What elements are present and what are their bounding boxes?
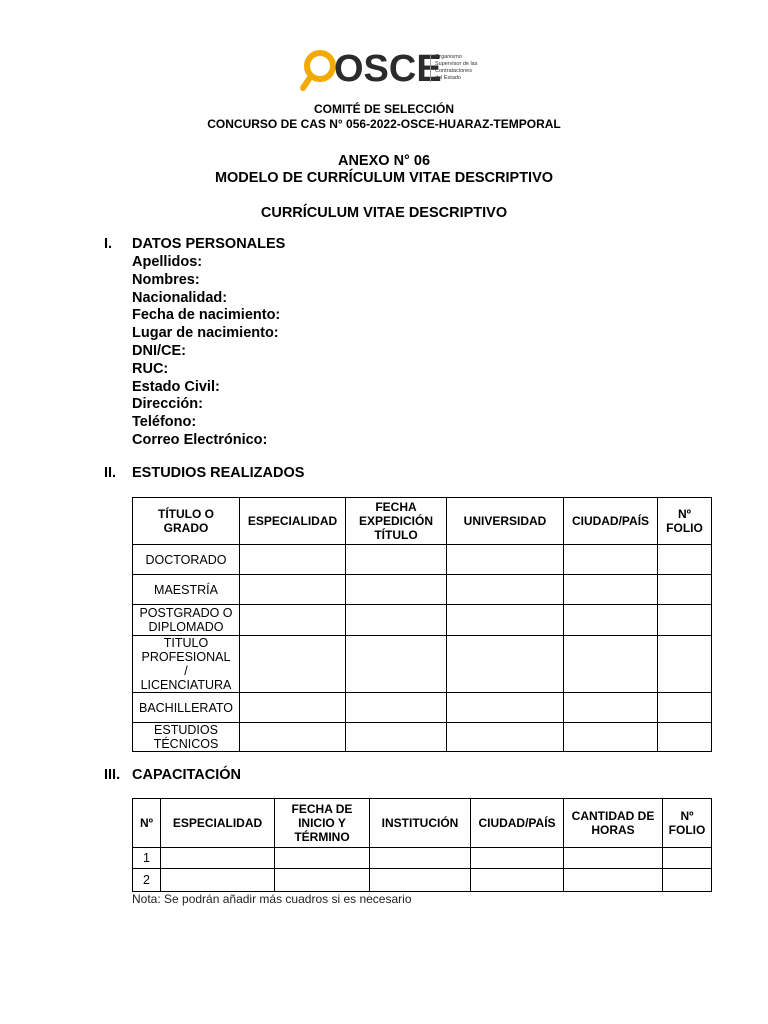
training-header-cell: FECHA DE INICIO Y TÉRMINO bbox=[275, 799, 370, 848]
studies-input-cell[interactable] bbox=[447, 605, 564, 636]
studies-table bbox=[132, 497, 712, 752]
studies-input-cell[interactable] bbox=[564, 545, 658, 575]
studies-header-cell: ESPECIALIDAD bbox=[240, 498, 346, 545]
studies-input-cell[interactable] bbox=[346, 605, 447, 636]
studies-input-cell[interactable] bbox=[564, 723, 658, 752]
personal-field-label: Apellidos: bbox=[132, 254, 203, 270]
personal-field-label: Lugar de nacimiento: bbox=[132, 325, 279, 342]
training-input-cell[interactable] bbox=[471, 848, 564, 869]
personal-field-label: Nacionalidad: bbox=[132, 289, 228, 306]
training-input-cell[interactable] bbox=[471, 869, 564, 892]
studies-input-cell[interactable] bbox=[564, 605, 658, 636]
studies-input-cell[interactable] bbox=[346, 575, 447, 605]
training-input-cell[interactable] bbox=[370, 869, 471, 892]
osce-logo bbox=[300, 46, 500, 104]
studies-input-cell[interactable] bbox=[447, 636, 564, 693]
studies-header-cell: FECHA EXPEDICIÓN TÍTULO bbox=[346, 498, 447, 545]
studies-input-cell[interactable] bbox=[658, 545, 712, 575]
cv-subtitle: CURRÍCULUM VITAE DESCRIPTIVO bbox=[260, 205, 508, 221]
training-header-cell: CANTIDAD DE HORAS bbox=[564, 799, 663, 848]
logo-wordmark: OSCE bbox=[334, 48, 442, 90]
studies-input-cell[interactable] bbox=[658, 575, 712, 605]
studies-input-cell[interactable] bbox=[658, 723, 712, 752]
table-row bbox=[133, 848, 712, 869]
table-row bbox=[133, 636, 712, 693]
studies-input-cell[interactable] bbox=[564, 575, 658, 605]
studies-input-cell[interactable] bbox=[447, 575, 564, 605]
studies-input-cell[interactable] bbox=[346, 636, 447, 693]
training-input-cell[interactable] bbox=[564, 848, 663, 869]
studies-input-cell[interactable] bbox=[346, 545, 447, 575]
studies-header-row bbox=[133, 498, 712, 545]
studies-input-cell[interactable] bbox=[240, 693, 346, 723]
table-row bbox=[133, 545, 712, 575]
training-header-row bbox=[133, 799, 712, 848]
personal-field-label: Dirección: bbox=[132, 396, 203, 413]
training-input-cell[interactable] bbox=[370, 848, 471, 869]
training-header-cell: Nº bbox=[133, 799, 161, 848]
personal-field-label: Nombres: bbox=[132, 271, 200, 288]
studies-input-cell[interactable] bbox=[240, 723, 346, 752]
studies-header-cell: TÍTULO O GRADO bbox=[133, 498, 240, 545]
studies-row-label: POSTGRADO O DIPLOMADO bbox=[133, 605, 240, 636]
studies-header-cell: Nº FOLIO bbox=[658, 498, 712, 545]
training-header-cell: ESPECIALIDAD bbox=[161, 799, 275, 848]
personal-field-label: Correo Electrónico: bbox=[132, 431, 268, 448]
studies-row-label: TITULO PROFESIONAL / LICENCIATURA bbox=[133, 636, 240, 693]
training-input-cell[interactable] bbox=[663, 869, 712, 892]
personal-field-label: DNI/CE: bbox=[132, 342, 186, 359]
studies-row-label: BACHILLERATO bbox=[133, 693, 240, 723]
studies-input-cell[interactable] bbox=[658, 605, 712, 636]
studies-input-cell[interactable] bbox=[564, 693, 658, 723]
committee-heading: COMITÉ DE SELECCIÓN bbox=[313, 102, 454, 116]
training-input-cell[interactable] bbox=[161, 869, 275, 892]
studies-input-cell[interactable] bbox=[564, 636, 658, 693]
training-table bbox=[132, 798, 712, 892]
personal-field-label: Fecha de nacimiento: bbox=[132, 307, 281, 324]
personal-field-label: RUC: bbox=[132, 360, 169, 377]
studies-header-cell: UNIVERSIDAD bbox=[447, 498, 564, 545]
studies-input-cell[interactable] bbox=[447, 723, 564, 752]
table-row bbox=[133, 723, 712, 752]
osce-logo-mark bbox=[300, 46, 442, 96]
table-row bbox=[133, 575, 712, 605]
training-header-cell: CIUDAD/PAÍS bbox=[471, 799, 564, 848]
studies-input-cell[interactable] bbox=[240, 605, 346, 636]
training-row-label: 2 bbox=[133, 869, 161, 892]
studies-input-cell[interactable] bbox=[240, 636, 346, 693]
studies-input-cell[interactable] bbox=[240, 575, 346, 605]
personal-field-label: Estado Civil: bbox=[132, 378, 220, 395]
studies-input-cell[interactable] bbox=[447, 545, 564, 575]
studies-input-cell[interactable] bbox=[346, 723, 447, 752]
logo-tagline: Organismo Supervisor de las Contrataciones del Estado bbox=[430, 54, 505, 82]
contest-heading: CONCURSO DE CAS N° 056-2022-OSCE-HUARAZ-TEMPORAL bbox=[207, 117, 561, 131]
table-row bbox=[133, 869, 712, 892]
studies-row-label: ESTUDIOS TÉCNICOS bbox=[133, 723, 240, 752]
training-input-cell[interactable] bbox=[161, 848, 275, 869]
studies-input-cell[interactable] bbox=[658, 636, 712, 693]
training-header-cell: INSTITUCIÓN bbox=[370, 799, 471, 848]
note-text: Nota: Se podrán añadir más cuadros si es necesario bbox=[132, 892, 412, 906]
training-input-cell[interactable] bbox=[663, 848, 712, 869]
training-input-cell[interactable] bbox=[275, 869, 370, 892]
studies-row-label: MAESTRÍA bbox=[133, 575, 240, 605]
training-input-cell[interactable] bbox=[564, 869, 663, 892]
studies-row-label: DOCTORADO bbox=[133, 545, 240, 575]
annex-title: MODELO DE CURRÍCULUM VITAE DESCRIPTIVO bbox=[214, 170, 554, 186]
studies-input-cell[interactable] bbox=[240, 545, 346, 575]
training-row-label: 1 bbox=[133, 848, 161, 869]
personal-fields-list bbox=[132, 254, 280, 450]
studies-input-cell[interactable] bbox=[447, 693, 564, 723]
training-header-cell: Nº FOLIO bbox=[663, 799, 712, 848]
studies-input-cell[interactable] bbox=[346, 693, 447, 723]
annex-number: ANEXO N° 06 bbox=[337, 153, 431, 169]
training-input-cell[interactable] bbox=[275, 848, 370, 869]
studies-header-cell: CIUDAD/PAÍS bbox=[564, 498, 658, 545]
table-row bbox=[133, 693, 712, 723]
studies-input-cell[interactable] bbox=[658, 693, 712, 723]
table-row bbox=[133, 605, 712, 636]
personal-field-label: Teléfono: bbox=[132, 414, 197, 431]
